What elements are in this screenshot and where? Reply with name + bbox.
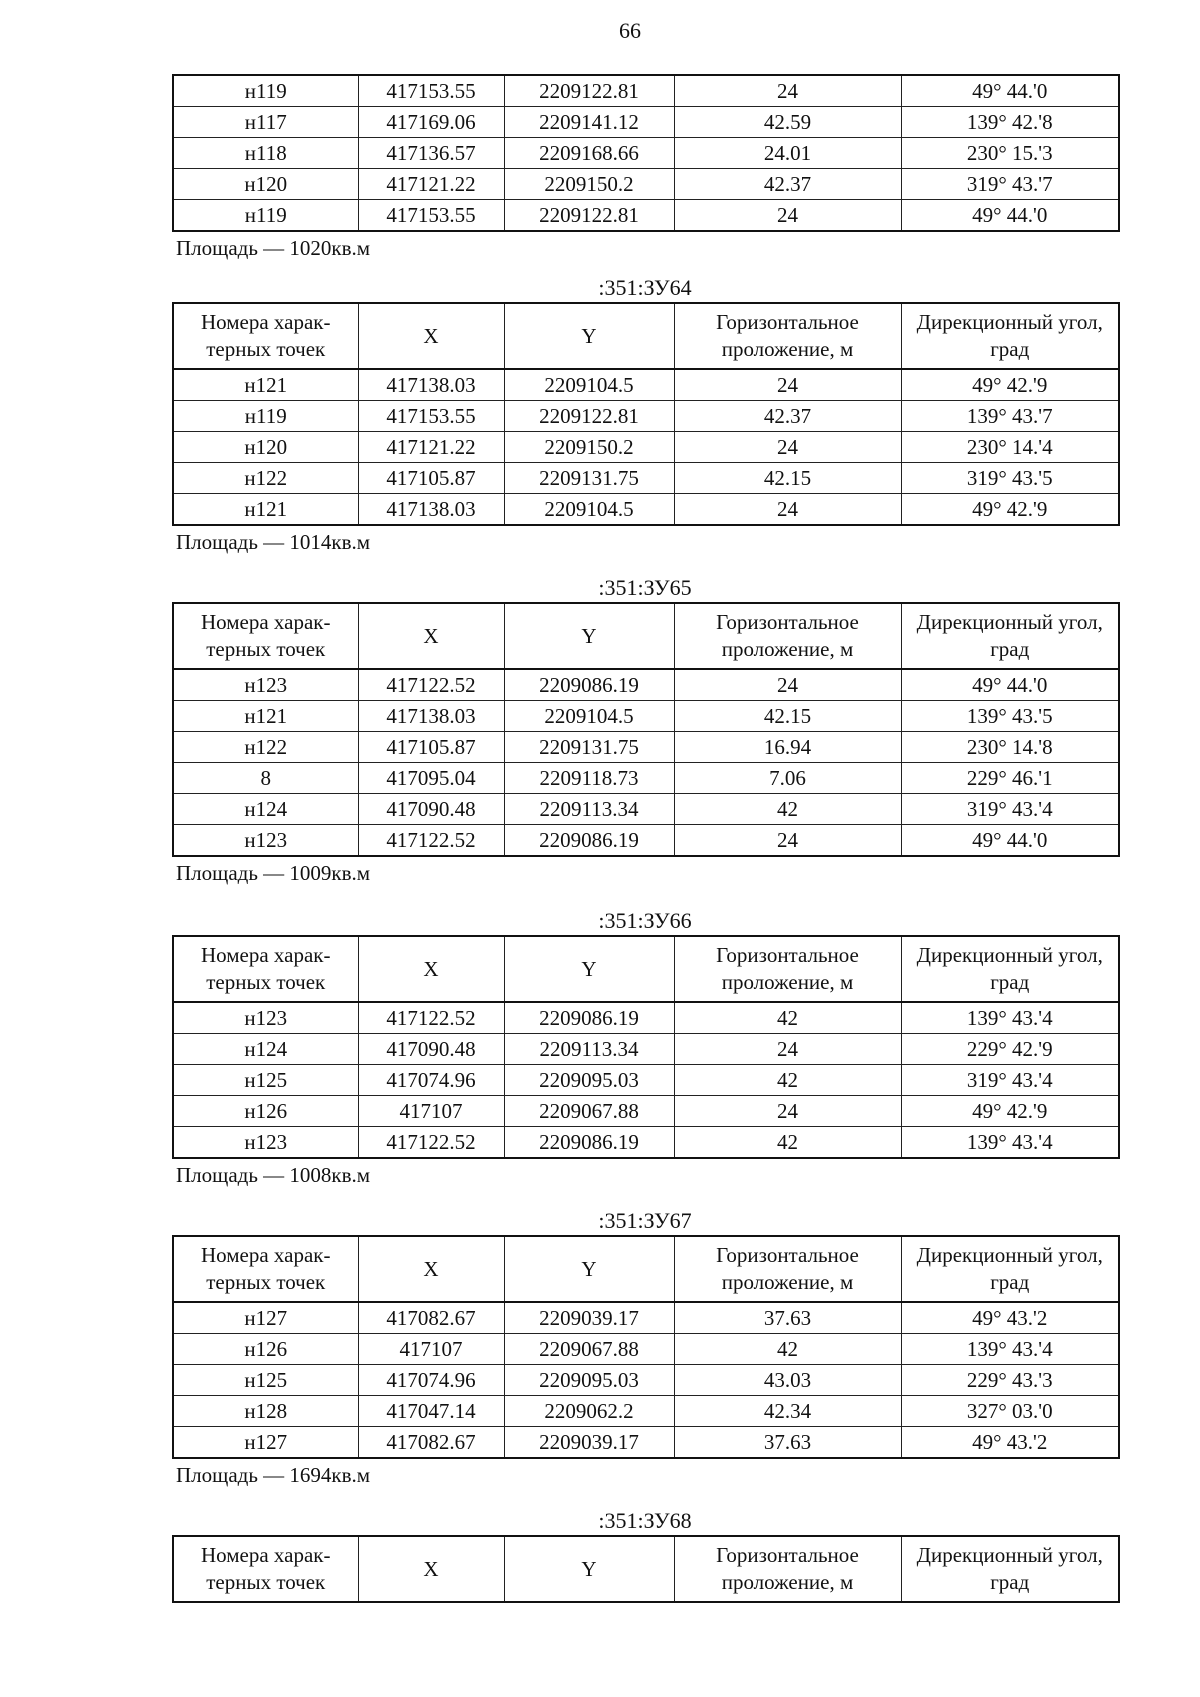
table-row [173,1065,1119,1096]
cell-angle: 49° 42.'9 [901,1096,1119,1127]
cell-distance: 42 [674,1334,901,1365]
cell-distance: 42.37 [674,401,901,432]
table-row [173,75,1119,107]
section-zu67 [172,1207,1118,1491]
table-row [173,1034,1119,1065]
header-angle: Дирекционный угол, град [901,936,1119,1002]
cell-angle: 319° 43.'4 [901,794,1119,825]
coordinates-table [172,74,1120,232]
header-y: Y [504,1236,674,1302]
cell-y: 2209067.88 [504,1096,674,1127]
cell-point: н117 [173,107,358,138]
section-continuation [172,74,1118,264]
header-x: X [358,936,504,1002]
cell-x: 417090.48 [358,1034,504,1065]
cell-distance: 42.15 [674,701,901,732]
cell-angle: 139° 43.'4 [901,1127,1119,1159]
cell-distance: 42 [674,794,901,825]
cell-y: 2209113.34 [504,794,674,825]
cell-point: н123 [173,1127,358,1159]
cell-y: 2209122.81 [504,401,674,432]
header-y: Y [504,1536,674,1602]
cell-distance: 16.94 [674,732,901,763]
header-y: Y [504,603,674,669]
cell-point: н127 [173,1302,358,1334]
table-row [173,1365,1119,1396]
table-row [173,138,1119,169]
header-x: X [358,303,504,369]
cell-y: 2209062.2 [504,1396,674,1427]
cell-distance: 42 [674,1002,901,1034]
area-label: Площадь — 1020кв.м [176,236,371,260]
cell-y: 2209131.75 [504,463,674,494]
cell-y: 2209086.19 [504,669,674,701]
cell-y: 2209141.12 [504,107,674,138]
cell-x: 417122.52 [358,1002,504,1034]
header-distance: Горизонтальное проложение, м [674,1536,901,1602]
cell-x: 417105.87 [358,732,504,763]
cell-angle: 139° 43.'4 [901,1334,1119,1365]
section-title: :351:ЗУ67 [598,1208,692,1233]
cell-angle: 230° 14.'8 [901,732,1119,763]
table-row [173,401,1119,432]
header-y: Y [504,303,674,369]
section-zu66 [172,907,1118,1191]
cell-point: н119 [173,401,358,432]
table-row [173,463,1119,494]
cell-angle: 139° 43.'7 [901,401,1119,432]
cell-y: 2209086.19 [504,1127,674,1159]
cell-distance: 42.59 [674,107,901,138]
cell-distance: 43.03 [674,1365,901,1396]
cell-point: н127 [173,1427,358,1459]
cell-distance: 24.01 [674,138,901,169]
cell-y: 2209104.5 [504,701,674,732]
cell-y: 2209150.2 [504,432,674,463]
coordinates-table [172,1235,1120,1459]
section-zu65 [172,574,1118,889]
header-x: X [358,603,504,669]
cell-y: 2209104.5 [504,494,674,526]
cell-x: 417153.55 [358,401,504,432]
cell-x: 417121.22 [358,432,504,463]
table-body [173,669,1119,856]
table-row [173,1127,1119,1159]
cell-x: 417082.67 [358,1427,504,1459]
cell-x: 417047.14 [358,1396,504,1427]
cell-y: 2209067.88 [504,1334,674,1365]
cell-distance: 24 [674,494,901,526]
cell-distance: 37.63 [674,1302,901,1334]
cell-point: н125 [173,1065,358,1096]
cell-angle: 49° 43.'2 [901,1427,1119,1459]
table-row [173,169,1119,200]
cell-point: н126 [173,1096,358,1127]
cell-angle: 49° 44.'0 [901,825,1119,857]
cell-y: 2209168.66 [504,138,674,169]
cell-distance: 42.37 [674,169,901,200]
cell-point: 8 [173,763,358,794]
cell-angle: 230° 14.'4 [901,432,1119,463]
cell-x: 417122.52 [358,1127,504,1159]
table-body [173,75,1119,231]
cell-point: н121 [173,369,358,401]
table-row [173,732,1119,763]
header-distance: Горизонтальное проложение, м [674,303,901,369]
cell-distance: 37.63 [674,1427,901,1459]
table-row [173,825,1119,857]
cell-distance: 24 [674,1096,901,1127]
cell-angle: 139° 43.'4 [901,1002,1119,1034]
table-row [173,1002,1119,1034]
cell-angle: 49° 44.'0 [901,200,1119,232]
table-row [173,1427,1119,1459]
section-title: :351:ЗУ65 [598,575,692,600]
cell-distance: 42 [674,1127,901,1159]
cell-angle: 49° 43.'2 [901,1302,1119,1334]
cell-y: 2209095.03 [504,1065,674,1096]
cell-x: 417074.96 [358,1065,504,1096]
header-angle: Дирекционный угол, град [901,1236,1119,1302]
cell-point: н125 [173,1365,358,1396]
table-row [173,1302,1119,1334]
cell-x: 417122.52 [358,825,504,857]
header-distance: Горизонтальное проложение, м [674,936,901,1002]
cell-x: 417138.03 [358,369,504,401]
header-point: Номера харак-терных точек [173,936,358,1002]
table-row [173,494,1119,526]
cell-point: н122 [173,463,358,494]
header-point: Номера харак-терных точек [173,1536,358,1602]
section-title: :351:ЗУ64 [598,275,692,300]
cell-distance: 24 [674,669,901,701]
header-y: Y [504,936,674,1002]
header-point: Номера харак-терных точек [173,303,358,369]
cell-angle: 230° 15.'3 [901,138,1119,169]
table-row [173,1396,1119,1427]
coordinates-table [172,302,1120,526]
cell-angle: 49° 42.'9 [901,369,1119,401]
table-row [173,794,1119,825]
cell-y: 2209122.81 [504,75,674,107]
header-point: Номера харак-терных точек [173,603,358,669]
cell-x: 417082.67 [358,1302,504,1334]
cell-distance: 42.15 [674,463,901,494]
table-row [173,1096,1119,1127]
cell-point: н124 [173,794,358,825]
header-distance: Горизонтальное проложение, м [674,1236,901,1302]
header-distance: Горизонтальное проложение, м [674,603,901,669]
cell-x: 417105.87 [358,463,504,494]
cell-x: 417107 [358,1334,504,1365]
cell-distance: 7.06 [674,763,901,794]
table-row [173,107,1119,138]
table-body [173,1302,1119,1458]
cell-angle: 139° 42.'8 [901,107,1119,138]
header-x: X [358,1236,504,1302]
cell-y: 2209113.34 [504,1034,674,1065]
cell-distance: 24 [674,432,901,463]
cell-x: 417136.57 [358,138,504,169]
cell-x: 417107 [358,1096,504,1127]
table-row [173,200,1119,232]
header-point: Номера харак-терных точек [173,1236,358,1302]
section-zu64 [172,274,1118,558]
header-angle: Дирекционный угол, град [901,1536,1119,1602]
cell-x: 417095.04 [358,763,504,794]
cell-angle: 49° 42.'9 [901,494,1119,526]
cell-x: 417138.03 [358,701,504,732]
table-row [173,669,1119,701]
page-number: 66 [619,18,641,43]
table-body [173,1002,1119,1158]
cell-point: н123 [173,669,358,701]
cell-x: 417169.06 [358,107,504,138]
cell-angle: 319° 43.'7 [901,169,1119,200]
cell-angle: 49° 44.'0 [901,669,1119,701]
cell-point: н122 [173,732,358,763]
cell-x: 417153.55 [358,75,504,107]
cell-distance: 42.34 [674,1396,901,1427]
cell-x: 417153.55 [358,200,504,232]
cell-y: 2209104.5 [504,369,674,401]
table-body [173,369,1119,525]
cell-distance: 24 [674,369,901,401]
coordinates-table [172,935,1120,1159]
cell-point: н126 [173,1334,358,1365]
cell-point: н119 [173,75,358,107]
cell-angle: 319° 43.'4 [901,1065,1119,1096]
cell-point: н121 [173,701,358,732]
coordinates-table [172,602,1120,857]
section-title: :351:ЗУ66 [598,908,692,933]
area-label: Площадь — 1009кв.м [176,861,371,885]
coordinates-table [172,1535,1120,1603]
header-x: X [358,1536,504,1602]
table-row [173,432,1119,463]
cell-y: 2209131.75 [504,732,674,763]
table-row [173,763,1119,794]
cell-y: 2209118.73 [504,763,674,794]
cell-point: н123 [173,1002,358,1034]
cell-angle: 229° 42.'9 [901,1034,1119,1065]
cell-angle: 319° 43.'5 [901,463,1119,494]
cell-distance: 24 [674,1034,901,1065]
area-label: Площадь — 1694кв.м [176,1463,371,1487]
cell-distance: 24 [674,825,901,857]
cell-point: н119 [173,200,358,232]
cell-point: н124 [173,1034,358,1065]
cell-x: 417138.03 [358,494,504,526]
cell-y: 2209122.81 [504,200,674,232]
cell-y: 2209086.19 [504,1002,674,1034]
section-zu68 [172,1507,1118,1603]
header-angle: Дирекционный угол, град [901,603,1119,669]
cell-y: 2209086.19 [504,825,674,857]
cell-angle: 49° 44.'0 [901,75,1119,107]
cell-point: н118 [173,138,358,169]
cell-x: 417090.48 [358,794,504,825]
cell-angle: 229° 46.'1 [901,763,1119,794]
cell-angle: 229° 43.'3 [901,1365,1119,1396]
cell-distance: 24 [674,200,901,232]
cell-point: н120 [173,432,358,463]
cell-angle: 327° 03.'0 [901,1396,1119,1427]
cell-y: 2209150.2 [504,169,674,200]
cell-point: н128 [173,1396,358,1427]
area-label: Площадь — 1008кв.м [176,1163,371,1187]
cell-distance: 24 [674,75,901,107]
cell-y: 2209095.03 [504,1365,674,1396]
table-row [173,1334,1119,1365]
cell-point: н123 [173,825,358,857]
cell-y: 2209039.17 [504,1427,674,1459]
cell-y: 2209039.17 [504,1302,674,1334]
cell-point: н121 [173,494,358,526]
header-angle: Дирекционный угол, град [901,303,1119,369]
cell-point: н120 [173,169,358,200]
cell-distance: 42 [674,1065,901,1096]
cell-angle: 139° 43.'5 [901,701,1119,732]
area-label: Площадь — 1014кв.м [176,530,371,554]
cell-x: 417074.96 [358,1365,504,1396]
table-row [173,701,1119,732]
cell-x: 417122.52 [358,669,504,701]
table-row [173,369,1119,401]
cell-x: 417121.22 [358,169,504,200]
section-title: :351:ЗУ68 [598,1508,692,1533]
